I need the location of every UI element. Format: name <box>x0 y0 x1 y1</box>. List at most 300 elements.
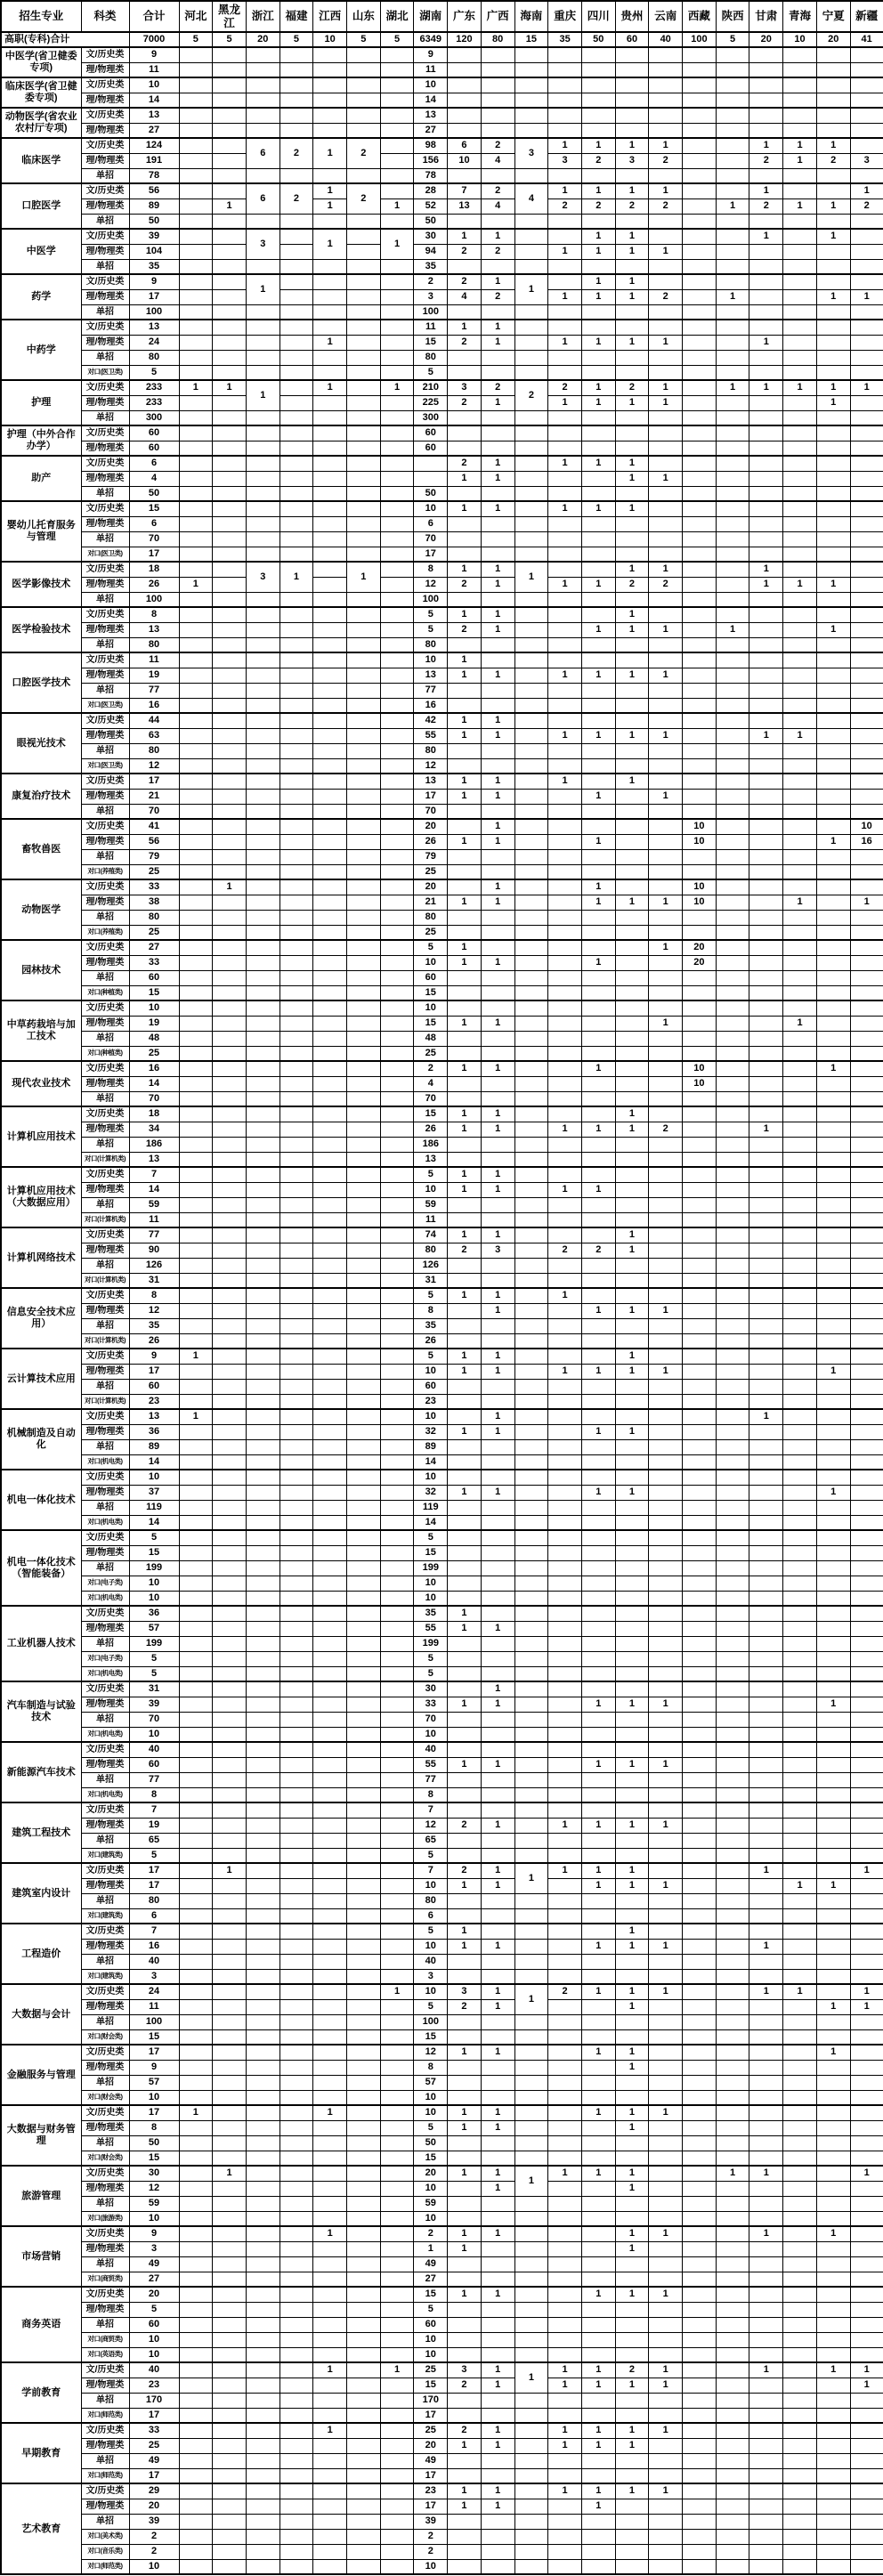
province-value-cell <box>279 743 313 758</box>
province-value-cell <box>548 2181 582 2196</box>
table-row <box>1 2408 883 2423</box>
province-value-cell <box>279 1772 313 1787</box>
table-row <box>1 668 883 683</box>
province-value-cell <box>749 1727 783 1742</box>
province-value-cell <box>448 1333 482 1349</box>
province-value-cell <box>514 1167 548 1182</box>
province-value-cell <box>514 2241 548 2256</box>
province-value-cell <box>179 1939 213 1954</box>
province-value-cell <box>347 955 381 970</box>
row-total-cell: 26 <box>129 577 179 592</box>
province-value-cell <box>649 123 683 138</box>
province-value-cell <box>347 456 381 471</box>
province-value-cell <box>347 441 381 456</box>
province-value-cell <box>783 970 817 985</box>
province-value-cell <box>783 2529 817 2544</box>
province-value-cell <box>313 456 347 471</box>
province-value-cell <box>816 1349 850 1364</box>
province-value-cell <box>548 789 582 804</box>
province-value-cell <box>179 1197 213 1212</box>
row-total-cell: 199 <box>129 1636 179 1651</box>
province-value-cell <box>850 2226 883 2241</box>
province-value-cell: 4 <box>481 198 514 214</box>
province-value-cell <box>380 577 414 592</box>
province-value-cell <box>850 1076 883 1091</box>
province-value-cell <box>716 1076 749 1091</box>
province-value-cell: 1 <box>816 138 850 153</box>
province-value-cell <box>380 1818 414 1833</box>
province-value-cell <box>380 1273 414 1288</box>
province-value-cell <box>514 985 548 1000</box>
province-value-cell <box>649 1061 683 1076</box>
province-value-cell <box>581 350 615 365</box>
province-value-cell <box>313 1560 347 1576</box>
province-value-cell <box>213 1349 247 1364</box>
province-value-cell <box>213 1106 247 1122</box>
province-value-cell <box>246 1167 279 1182</box>
province-value-cell <box>213 849 247 864</box>
table-row <box>1 1772 883 1787</box>
table-row <box>1 804 883 819</box>
province-value-cell <box>615 350 649 365</box>
province-value-cell <box>179 1470 213 1485</box>
table-row <box>1 123 883 138</box>
province-value-cell <box>716 1152 749 1167</box>
province-value-cell <box>581 1031 615 1046</box>
province-value-cell <box>213 713 247 728</box>
province-value-cell: 20 <box>414 2438 448 2453</box>
province-value-cell <box>514 2468 548 2483</box>
province-value-cell <box>179 592 213 607</box>
province-value-cell <box>749 1227 783 1243</box>
province-value-cell <box>179 2499 213 2514</box>
province-value-cell <box>179 1137 213 1152</box>
province-value-cell <box>246 728 279 743</box>
province-value-cell <box>380 1394 414 1409</box>
province-value-cell: 199 <box>414 1560 448 1576</box>
province-value-cell <box>347 1636 381 1651</box>
province-value-cell <box>683 1000 717 1016</box>
province-value-cell <box>850 668 883 683</box>
province-value-cell: 1 <box>448 834 482 849</box>
province-value-cell <box>481 2241 514 2256</box>
province-value-cell <box>850 562 883 577</box>
province-value-cell <box>816 1772 850 1787</box>
province-value-cell <box>213 229 247 244</box>
province-value-cell <box>514 1031 548 1046</box>
province-value-cell <box>816 259 850 274</box>
province-value-cell <box>783 1651 817 1666</box>
province-value-cell <box>246 1122 279 1137</box>
category-cell: 单招 <box>81 2514 129 2529</box>
province-value-cell <box>783 2332 817 2347</box>
province-value-cell <box>548 970 582 985</box>
row-total-cell: 36 <box>129 1606 179 1621</box>
province-value-cell <box>279 62 313 77</box>
province-value-cell <box>683 1697 717 1712</box>
province-value-cell <box>514 1152 548 1167</box>
row-total-cell: 27 <box>129 123 179 138</box>
province-value-cell <box>850 652 883 668</box>
province-value-cell <box>380 1152 414 1167</box>
province-value-cell <box>716 62 749 77</box>
province-value-cell: 98 <box>414 138 448 153</box>
column-header-province: 黑龙江 <box>213 1 247 32</box>
province-value-cell <box>448 1258 482 1273</box>
province-value-cell <box>481 1954 514 1969</box>
province-value-cell: 1 <box>749 183 783 198</box>
table-row <box>1 289 883 304</box>
province-value-cell <box>749 2559 783 2574</box>
table-row <box>1 335 883 350</box>
province-value-cell <box>649 2544 683 2559</box>
province-value-cell <box>716 1409 749 1424</box>
province-value-cell <box>514 1560 548 1576</box>
province-value-cell <box>213 2317 247 2332</box>
table-row <box>1 2302 883 2317</box>
province-value-cell <box>246 2135 279 2151</box>
province-value-cell <box>347 2483 381 2499</box>
table-row <box>1 1182 883 1197</box>
province-value-cell: 25 <box>414 2362 448 2378</box>
province-value-cell: 1 <box>581 1757 615 1772</box>
province-value-cell <box>279 1364 313 1379</box>
province-value-cell <box>380 1576 414 1591</box>
row-total-cell: 12 <box>129 1303 179 1318</box>
province-value-cell: 1 <box>179 577 213 592</box>
province-value-cell <box>649 1333 683 1349</box>
province-value-cell <box>615 1394 649 1409</box>
province-value-cell <box>548 985 582 1000</box>
province-value-cell <box>514 652 548 668</box>
province-value-cell <box>615 531 649 547</box>
province-value-cell <box>380 516 414 531</box>
province-value-cell <box>649 2317 683 2332</box>
province-value-cell <box>448 1409 482 1424</box>
province-value-cell: 1 <box>615 229 649 244</box>
province-value-cell <box>548 683 582 698</box>
province-value-cell <box>615 304 649 320</box>
category-cell: 文/历史类 <box>81 652 129 668</box>
province-value-cell <box>313 2060 347 2075</box>
province-value-cell <box>683 1636 717 1651</box>
province-value-cell <box>716 1984 749 1999</box>
province-value-cell <box>213 516 247 531</box>
category-cell: 单招 <box>81 592 129 607</box>
table-row <box>1 1742 883 1757</box>
province-value-cell <box>548 1712 582 1727</box>
province-value-cell <box>448 2060 482 2075</box>
province-value-cell: 1 <box>649 1757 683 1772</box>
province-value-cell <box>783 1530 817 1545</box>
province-value-cell <box>783 2468 817 2483</box>
province-value-cell <box>783 516 817 531</box>
row-total-cell: 79 <box>129 849 179 864</box>
province-value-cell: 170 <box>414 2393 448 2408</box>
province-value-cell <box>581 1379 615 1394</box>
province-value-cell <box>514 108 548 123</box>
province-value-cell: 5 <box>414 1666 448 1681</box>
province-value-cell <box>313 425 347 441</box>
province-value-cell <box>246 1999 279 2014</box>
province-value-cell: 50 <box>414 2135 448 2151</box>
province-value-cell <box>749 2378 783 2393</box>
province-value-cell <box>347 2287 381 2302</box>
table-row <box>1 168 883 183</box>
row-total-cell: 17 <box>129 2105 179 2120</box>
province-value-cell <box>514 1333 548 1349</box>
province-value-cell <box>347 1712 381 1727</box>
province-value-cell <box>716 925 749 940</box>
province-value-cell: 1 <box>548 183 582 198</box>
province-value-cell <box>615 2559 649 2574</box>
province-value-cell <box>514 350 548 365</box>
province-value-cell <box>783 2226 817 2241</box>
province-value-cell <box>179 229 213 244</box>
province-value-cell: 80 <box>414 910 448 925</box>
province-value-cell <box>313 1227 347 1243</box>
province-value-cell <box>850 1848 883 1863</box>
row-total-cell: 23 <box>129 2378 179 2393</box>
province-value-cell <box>783 1545 817 1560</box>
row-total-cell: 8 <box>129 1787 179 1802</box>
province-value-cell <box>816 2423 850 2438</box>
province-value-cell <box>380 2423 414 2438</box>
province-value-cell <box>615 804 649 819</box>
province-value-cell <box>313 486 347 501</box>
province-value-cell <box>347 1924 381 1939</box>
province-value-cell <box>749 274 783 289</box>
province-value-cell <box>683 1591 717 1606</box>
province-value-cell <box>649 1212 683 1227</box>
province-value-cell <box>816 516 850 531</box>
province-value-cell <box>347 2514 381 2529</box>
row-total-cell: 8 <box>129 1288 179 1303</box>
table-row <box>1 1636 883 1651</box>
province-value-cell <box>649 2151 683 2166</box>
row-total-cell: 14 <box>129 1515 179 1530</box>
province-value-cell <box>683 1515 717 1530</box>
province-value-cell <box>246 985 279 1000</box>
province-value-cell: 1 <box>548 2378 582 2393</box>
province-value-cell <box>347 1000 381 1016</box>
province-value-cell: 1 <box>448 1424 482 1439</box>
row-total-cell: 57 <box>129 2075 179 2090</box>
province-value-cell <box>514 925 548 940</box>
province-value-cell <box>683 1152 717 1167</box>
province-value-cell <box>246 1243 279 1258</box>
province-value-cell <box>716 486 749 501</box>
category-cell: 对口(商贸类) <box>81 2272 129 2287</box>
table-row <box>1 244 883 259</box>
province-value-cell <box>246 1318 279 1333</box>
province-value-cell: 1 <box>649 183 683 198</box>
province-value-cell <box>850 1091 883 1106</box>
province-value-cell: 1 <box>481 274 514 289</box>
grand-total-province-value: 5 <box>380 32 414 47</box>
province-value-cell: 1 <box>414 2241 448 2256</box>
province-value-cell <box>850 728 883 743</box>
province-value-cell <box>816 683 850 698</box>
province-value-cell <box>213 1984 247 1999</box>
province-value-cell <box>448 2514 482 2529</box>
province-value-cell <box>279 2499 313 2514</box>
province-value-cell <box>313 1878 347 1893</box>
province-value-cell: 1 <box>581 2423 615 2438</box>
province-value-cell <box>213 2151 247 2166</box>
row-total-cell: 24 <box>129 335 179 350</box>
province-value-cell <box>448 259 482 274</box>
province-value-cell: 2 <box>448 395 482 410</box>
province-value-cell <box>716 2045 749 2060</box>
province-value-cell <box>749 1848 783 1863</box>
province-value-cell <box>649 1576 683 1591</box>
province-value-cell <box>649 108 683 123</box>
province-value-cell <box>481 1318 514 1333</box>
table-row <box>1 819 883 834</box>
category-cell: 文/历史类 <box>81 1863 129 1878</box>
province-value-cell: 77 <box>414 1772 448 1787</box>
province-value-cell <box>749 1818 783 1833</box>
province-value-cell <box>716 2423 749 2438</box>
province-value-cell: 2 <box>615 577 649 592</box>
grand-total-province-value: 35 <box>548 32 582 47</box>
province-value-cell <box>816 2332 850 2347</box>
province-value-cell: 1 <box>481 1288 514 1303</box>
province-value-cell <box>179 2287 213 2302</box>
province-value-cell <box>683 1863 717 1878</box>
province-value-cell: 1 <box>615 471 649 486</box>
category-cell: 文/历史类 <box>81 774 129 789</box>
province-value-cell <box>514 1530 548 1545</box>
province-value-cell: 1 <box>448 1106 482 1122</box>
province-value-cell <box>749 864 783 879</box>
province-value-cell: 2 <box>649 198 683 214</box>
province-value-cell <box>246 607 279 622</box>
province-value-cell: 1 <box>448 1485 482 1500</box>
province-value-cell: 2 <box>448 577 482 592</box>
category-cell: 文/历史类 <box>81 2483 129 2499</box>
province-value-cell <box>749 1379 783 1394</box>
province-value-cell <box>213 1878 247 1893</box>
province-value-cell <box>246 1681 279 1697</box>
province-value-cell <box>380 955 414 970</box>
province-value-cell: 1 <box>783 153 817 168</box>
province-value-cell <box>380 486 414 501</box>
province-value-cell <box>716 1061 749 1076</box>
province-value-cell <box>246 168 279 183</box>
province-value-cell <box>783 1697 817 1712</box>
province-value-cell <box>448 1152 482 1167</box>
province-value-cell: 2 <box>548 380 582 395</box>
province-value-cell <box>816 93 850 108</box>
province-value-cell <box>313 1394 347 1409</box>
province-value-cell: 1 <box>649 1016 683 1031</box>
province-value-cell <box>649 2272 683 2287</box>
province-value-cell <box>179 1091 213 1106</box>
row-total-cell: 80 <box>129 743 179 758</box>
province-value-cell <box>279 2287 313 2302</box>
province-value-cell: 13 <box>414 668 448 683</box>
province-value-cell <box>581 1802 615 1818</box>
category-cell: 对口(电子类) <box>81 1576 129 1591</box>
province-value-cell <box>380 1939 414 1954</box>
province-value-cell <box>548 1227 582 1243</box>
province-value-cell <box>850 1712 883 1727</box>
province-value-cell: 1 <box>581 879 615 895</box>
province-value-cell: 2 <box>448 456 482 471</box>
province-value-cell <box>448 2529 482 2544</box>
province-value-cell <box>816 2135 850 2151</box>
province-value-cell <box>716 320 749 335</box>
province-value-cell <box>615 1636 649 1651</box>
province-value-cell <box>347 1666 381 1681</box>
row-total-cell: 10 <box>129 2332 179 2347</box>
row-total-cell: 60 <box>129 970 179 985</box>
province-value-cell <box>615 486 649 501</box>
province-value-cell <box>380 562 414 577</box>
province-value-cell <box>380 1560 414 1576</box>
province-value-cell <box>783 1182 817 1197</box>
province-value-cell <box>380 1787 414 1802</box>
province-value-cell <box>313 1939 347 1954</box>
province-value-cell <box>816 1439 850 1454</box>
province-value-cell <box>380 1333 414 1349</box>
province-value-cell <box>347 1651 381 1666</box>
province-value-cell <box>448 743 482 758</box>
province-value-cell <box>448 1908 482 1924</box>
province-value-cell <box>850 304 883 320</box>
province-value-cell <box>246 1939 279 1954</box>
province-value-cell <box>749 1742 783 1757</box>
category-cell: 理/物理类 <box>81 1303 129 1318</box>
province-value-cell <box>380 2544 414 2559</box>
province-value-cell <box>313 1212 347 1227</box>
province-value-cell <box>380 456 414 471</box>
province-value-cell <box>548 2332 582 2347</box>
province-value-cell <box>313 2151 347 2166</box>
category-cell: 理/物理类 <box>81 577 129 592</box>
province-value-cell <box>548 879 582 895</box>
province-value-cell <box>683 2226 717 2241</box>
province-value-cell <box>347 2029 381 2045</box>
province-value-cell <box>548 1742 582 1757</box>
province-value-cell <box>179 789 213 804</box>
province-value-cell <box>581 1712 615 1727</box>
province-value-cell <box>548 531 582 547</box>
category-cell: 单招 <box>81 2453 129 2468</box>
province-value-cell <box>850 910 883 925</box>
province-value-cell <box>213 2272 247 2287</box>
province-value-cell <box>783 1999 817 2014</box>
province-value-cell <box>749 2256 783 2272</box>
province-value-cell <box>514 486 548 501</box>
major-name-cell: 信息安全技术应用） <box>1 1288 81 1349</box>
province-value-cell <box>246 1424 279 1439</box>
province-value-cell <box>448 2090 482 2105</box>
province-value-cell <box>749 456 783 471</box>
category-cell: 文/历史类 <box>81 425 129 441</box>
province-value-cell <box>649 2302 683 2317</box>
province-value-cell <box>749 1666 783 1681</box>
province-value-cell <box>716 1379 749 1394</box>
province-value-cell: 5 <box>414 365 448 380</box>
province-value-cell <box>313 879 347 895</box>
province-value-cell <box>683 2060 717 2075</box>
province-value-cell <box>213 259 247 274</box>
row-total-cell: 19 <box>129 1016 179 1031</box>
province-value-cell: 2 <box>749 153 783 168</box>
